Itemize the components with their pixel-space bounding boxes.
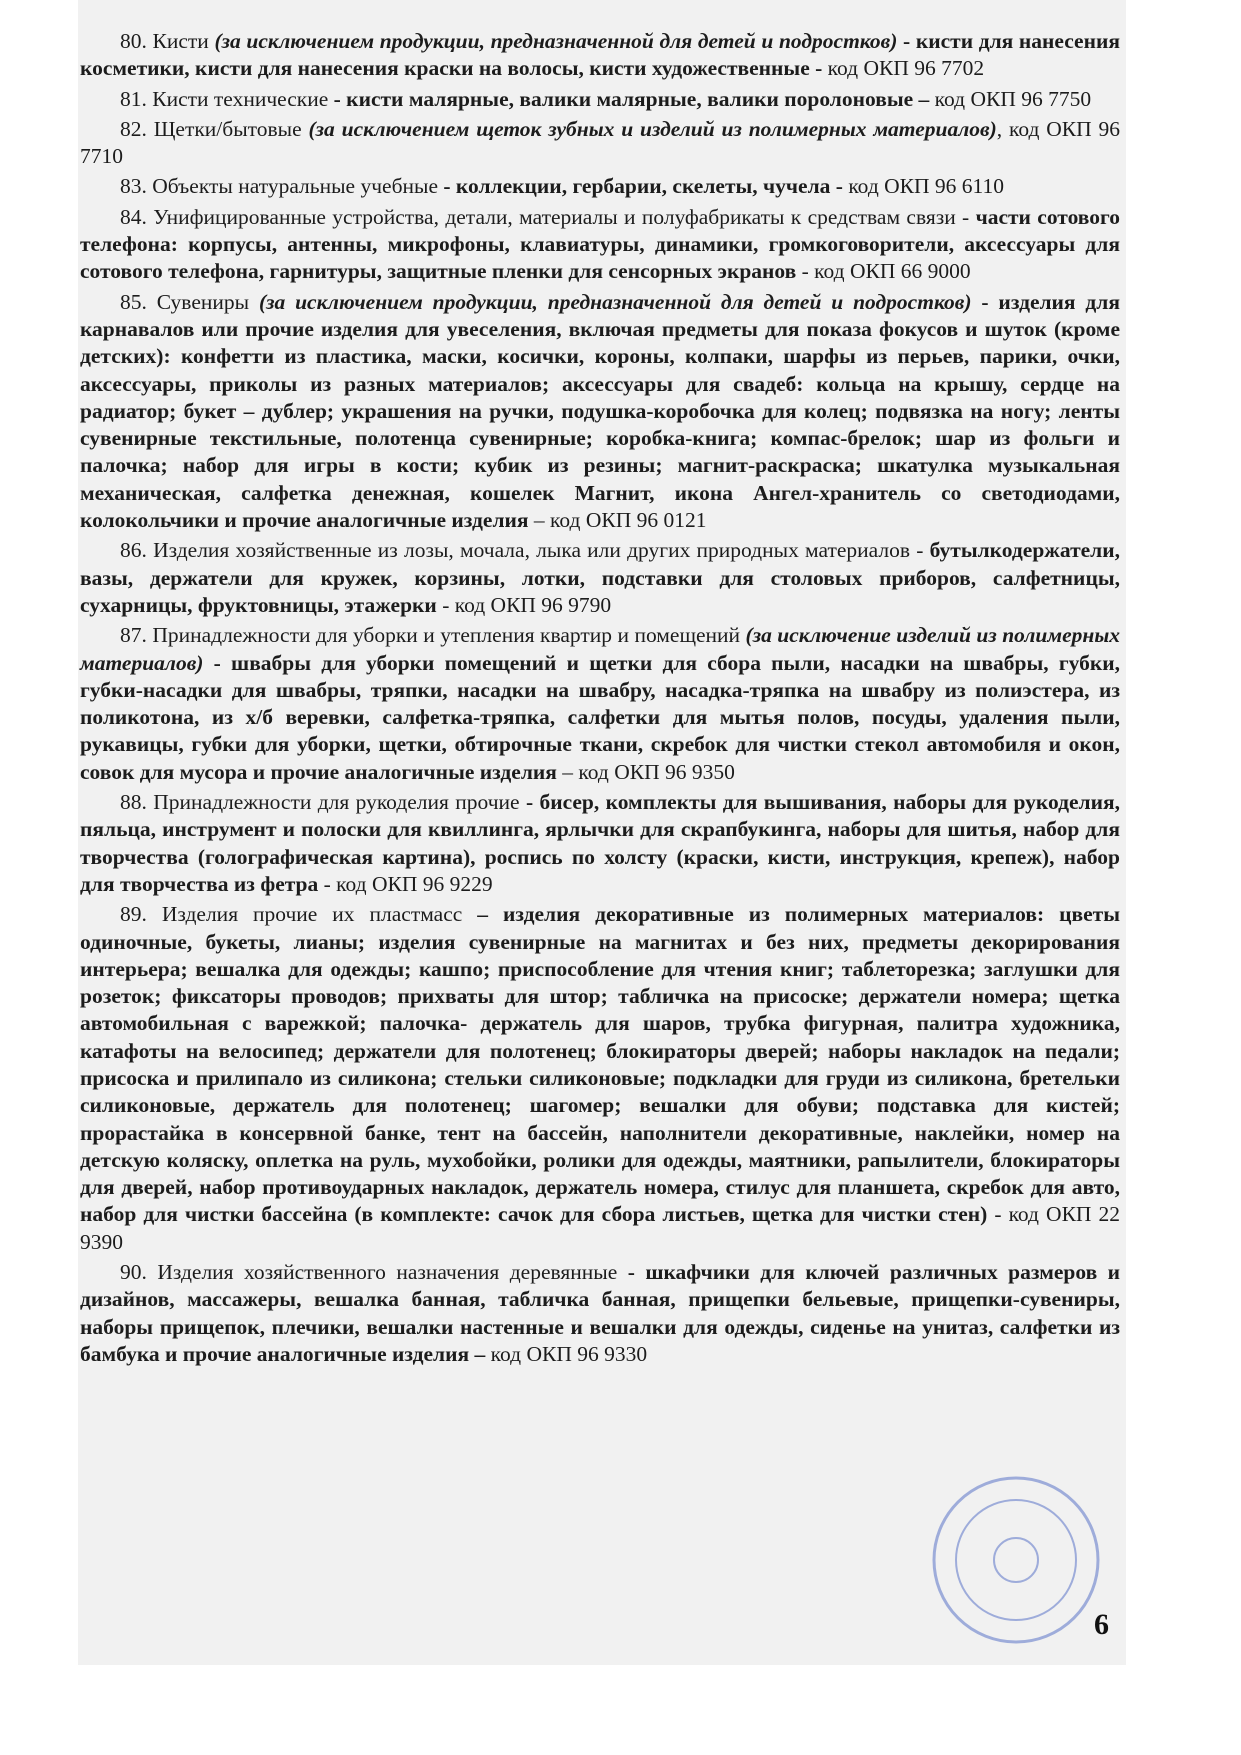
- item-exclusion: (за исключением щеток зубных и изделий из полимерных материалов): [308, 116, 997, 141]
- item-exclusion: (за исключением продукции, предназначенной для детей и подростков): [258, 289, 972, 314]
- list-item: [80, 116, 1120, 171]
- item-number: 90.: [120, 1260, 147, 1285]
- item-lead: Изделия хозяйственного назначения деревянные: [157, 1260, 628, 1285]
- list-item: [80, 28, 1120, 83]
- list-item: [80, 289, 1120, 535]
- item-lead: Принадлежности для рукоделия прочие: [153, 790, 526, 815]
- list-item: [80, 622, 1120, 786]
- item-products: - кисти для нанесения косметики, кисти для нанесения краски на волосы, кисти художественные -: [80, 29, 1120, 81]
- item-lead: Изделия прочие их пластмасс: [161, 902, 478, 927]
- official-stamp: [866, 1450, 1116, 1650]
- item-code: код ОКП 96 6110: [842, 174, 1004, 199]
- item-number: 84.: [120, 204, 147, 229]
- item-products: - шкафчики для ключей различных размеров и дизайнов, массажеры, вешалка банная, табличка банная, прищепки бельевые, прищепки-сувениры, наборы прищепок, плечики, вешалки настенные и вешалки для одежды, сиденье на унитаз, салфетки из бамбука и прочие аналогичные изделия –: [80, 1260, 1121, 1366]
- item-lead: Кисти технические: [152, 86, 334, 111]
- item-lead: Изделия хозяйственные из лозы, мочала, лыка или других природных материалов -: [153, 538, 930, 563]
- item-lead: Принадлежности для уборки и утепления квартир и помещений: [152, 623, 746, 648]
- item-number: 81.: [120, 86, 147, 111]
- item-products: части сотового телефона: корпусы, антенны, микрофоны, клавиатуры, динамики, громкоговорители, аксессуары для сотового телефона, гарнитуры, защитные пленки для сенсорных экранов: [80, 204, 1120, 284]
- item-lead: Унифицированные устройства, детали, материалы и полуфабрикаты к средствам связи -: [153, 204, 976, 229]
- item-number: 82.: [120, 116, 147, 141]
- item-list: [80, 28, 1120, 1371]
- item-number: 86.: [120, 538, 147, 563]
- list-item: [80, 86, 1120, 113]
- item-lead: Сувениры: [156, 289, 259, 314]
- item-lead: Щетки/бытовые: [153, 116, 309, 141]
- list-item: [80, 204, 1120, 286]
- item-products: - бисер, комплекты для вышивания, наборы для рукоделия, пяльца, инструмент и полоски для квиллинга, ярлычки для скрапбукинга, наборы для шитья, набор для творчества (голографическая картина), роспись по холсту (краски, кисти, инструкция, крепеж), набор для творчества из фетра: [80, 790, 1121, 896]
- item-number: 85.: [120, 289, 147, 314]
- item-code: , код ОКП 96 7710: [80, 116, 1120, 169]
- item-code: - код ОКП 66 9000: [796, 259, 971, 284]
- item-number: 88.: [120, 790, 147, 815]
- item-products: – изделия декоративные из полимерных материалов: цветы одиночные, букеты, лианы; изделия сувенирные на магнитах и без них, предметы декорирования интерьера; вешалка для одежды; кашпо; приспособление для чтения книг; таблеторезка; заглушки для розеток; фиксаторы проводов; прихваты для штор; табличка на присоске; держатели номера; щетка автомобильная с варежкой; палочка- держатель для шаров, трубка фигурная, палитра художника, катафоты на велосипед; держатели для полотенец; блокираторы дверей; наборы накладок на педали; присоска и прилипало из силикона; стельки силиконовые; подкладки для груди из силикона, бретельки силиконовые, держатель для полотенец; шагомер; вешалки для обуви; подставка для кистей; прорастайка в консервной банке, тент на бассейн, наполнители декоративные, наклейки, номер на детскую коляску, оплетка на руль, мухобойки, ролики для одежды, маятники, рапылители, блокираторы для дверей, набор противоударных накладок, держатель номера, стилус для планшета, скребок для авто, набор для чистки бассейна (в комплекте: сачок для сбора листьев, щетка для чистки стен): [80, 902, 1121, 1227]
- item-lead: Кисти: [152, 29, 215, 53]
- item-number: 80.: [120, 29, 147, 53]
- list-item: [80, 173, 1120, 200]
- item-code: - код ОКП 22 9390: [80, 1202, 1120, 1254]
- item-products: бутылкодержатели, вазы, держатели для кружек, корзины, лотки, подставки для столовых приборов, салфетницы, сухарницы, фруктовницы, этажерки: [80, 538, 1120, 617]
- item-code: – код ОКП 96 9350: [556, 759, 735, 784]
- item-number: 83.: [120, 174, 147, 199]
- list-item: [80, 789, 1120, 898]
- item-products: - швабры для уборки помещений и щетки для сбора пыли, насадки на швабры, губки, губки-насадки для швабры, тряпки, насадки на швабру, насадка-тряпка на швабру из полиэстера, из поликотона, из х/б веревки, салфетка-тряпка, салфетки для мытья полов, посуды, удаления пыли, рукавицы, губки для уборки, щетки, обтирочные ткани, скребок для чистки стекол автомобиля и окон, совок для мусора и прочие аналогичные изделия: [80, 650, 1120, 784]
- item-products: - коллекции, гербарии, скелеты, чучела -: [443, 174, 843, 199]
- item-code: код ОКП 96 9330: [485, 1341, 648, 1366]
- page-number: 6: [1094, 1608, 1109, 1641]
- item-code: код ОКП 96 7702: [822, 56, 985, 81]
- item-code: код ОКП 96 7750: [929, 86, 1092, 111]
- item-code: – код ОКП 96 0121: [528, 508, 707, 533]
- list-item: [80, 1259, 1120, 1368]
- list-item: [80, 901, 1120, 1256]
- item-code: - код ОКП 96 9229: [318, 871, 493, 896]
- item-exclusion: (за исключение изделий из полимерных материалов): [80, 623, 1121, 675]
- item-products: - изделия для карнавалов или прочие изделия для увеселения, включая предметы для показа фокусов и шуток (кроме детских): конфетти из пластика, маски, косички, короны, колпаки, шарфы из перьев, парики, очки, аксессуары, приколы из разных материалов; аксессуары для свадеб: кольца на крышу, сердце на радиатор; букет – дублер; украшения на ручки, подушка-коробочка для колец; подвязка на ногу; ленты сувенирные текстильные, полотенца сувенирные; коробка-книга; компас-брелок; шар из фольги и палочка; набор для игры в кости; кубик из резины; магнит-раскраска; шкатулка музыкальная механическая, салфетка денежная, кошелек Магнит, икона Ангел-хранитель со светодиодами, колокольчики и прочие аналогичные изделия: [80, 289, 1120, 533]
- item-exclusion: (за исключением продукции, предназначенной для детей и подростков): [214, 29, 898, 53]
- item-number: 89.: [120, 902, 147, 927]
- item-products: - кисти малярные, валики малярные, валики поролоновые –: [333, 86, 930, 111]
- list-item: [80, 537, 1120, 619]
- item-code: - код ОКП 96 9790: [436, 592, 612, 617]
- item-number: 87.: [120, 623, 147, 648]
- item-lead: Объекты натуральные учебные: [152, 174, 444, 199]
